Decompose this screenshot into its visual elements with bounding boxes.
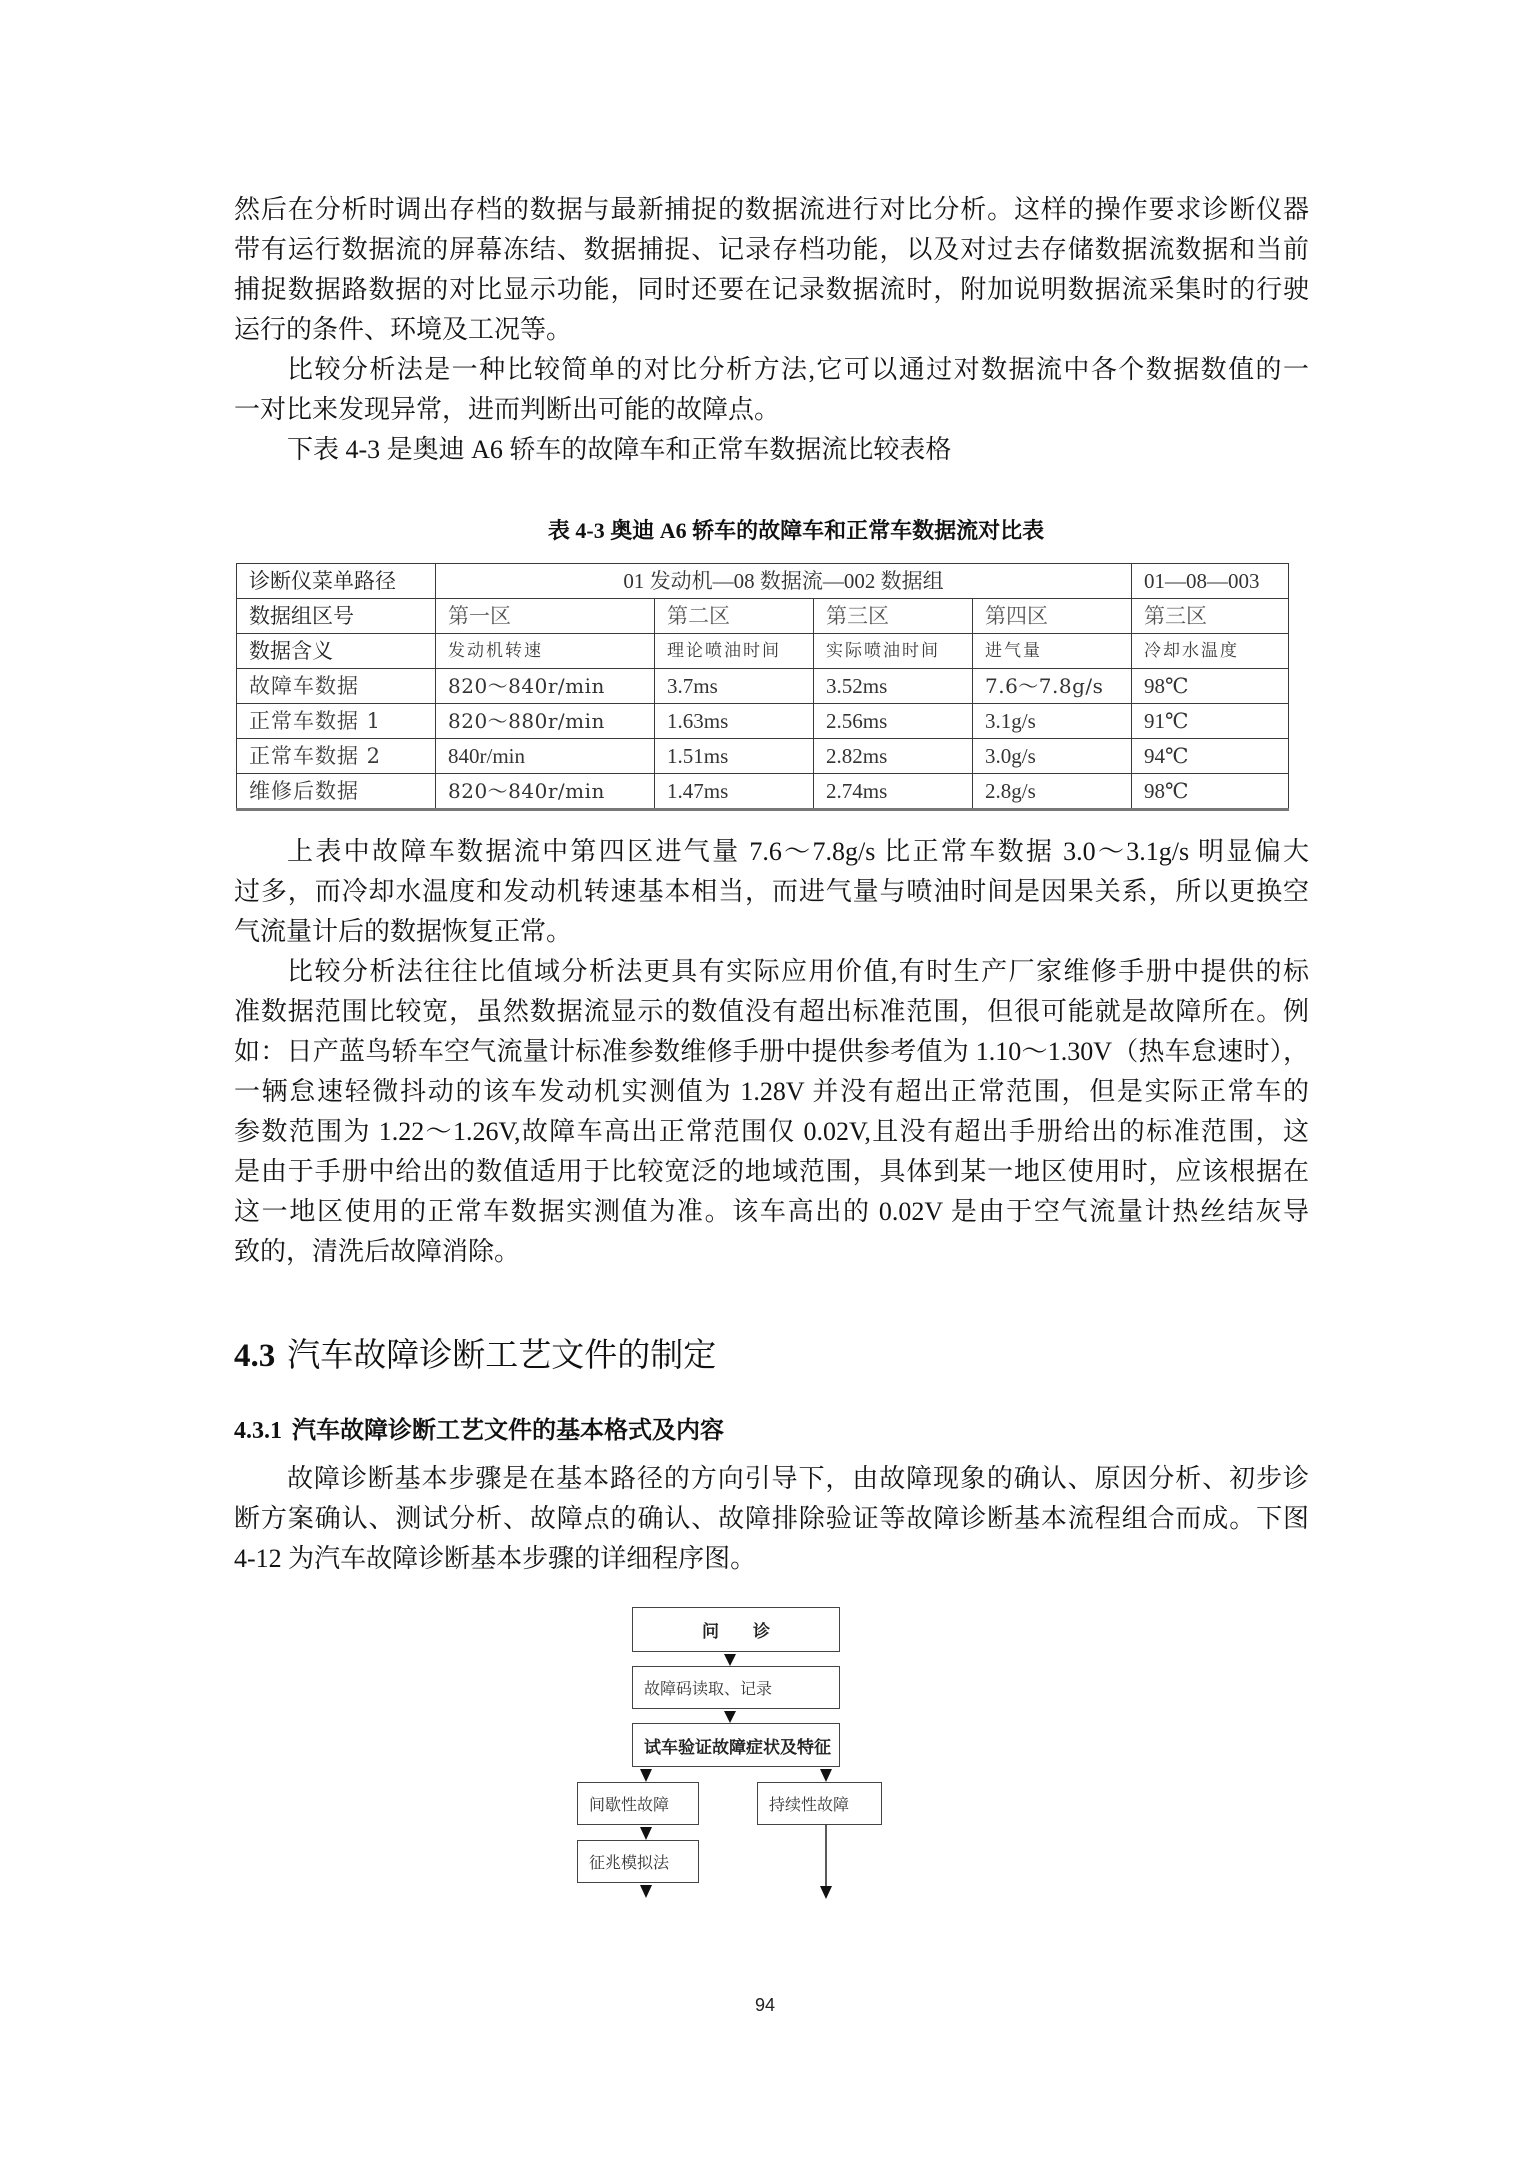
table-row: [237, 599, 1289, 634]
page-number: 94: [754, 1995, 776, 2015]
table-cell: 3.0g/s: [973, 739, 1132, 774]
body-text-line: 运行的条件、环境及工况等。: [234, 315, 573, 344]
table-cell: 冷却水温度: [1132, 634, 1289, 669]
table-cell: 第三区: [1132, 599, 1289, 634]
body-text-line: 一对比来发现异常，进而判断出可能的故障点。: [234, 395, 781, 424]
body-text-line: 是由于手册中给出的数值适用于比较宽泛的地域范围，具体到某一地区使用时，应该根据在: [234, 1157, 1309, 1186]
table-cell: 3.52ms: [814, 669, 973, 704]
table-caption: 表 4-3 奥迪 A6 轿车的故障车和正常车数据流对比表: [547, 518, 1045, 543]
table-cell: 第三区: [814, 599, 973, 634]
section-title: 汽车故障诊断工艺文件的制定: [287, 1338, 717, 1374]
table-cell: 98℃: [1132, 669, 1289, 704]
table-cell: 进气量: [973, 634, 1132, 669]
table-cell: 98℃: [1132, 774, 1289, 810]
table-row-menu-path: [237, 564, 1289, 599]
body-text-line: 故障诊断基本步骤是在基本路径的方向引导下，由故障现象的确认、原因分析、初步诊: [287, 1464, 1309, 1493]
table-cell: 94℃: [1132, 739, 1289, 774]
flow-node-label: 试车验证故障症状及特征: [644, 1737, 831, 1757]
arrow-down-icon: [820, 1769, 832, 1782]
row-label: 数据组区号: [237, 599, 436, 634]
table-cell: 2.8g/s: [973, 774, 1132, 810]
body-text-line: 如：日产蓝鸟轿车空气流量计标准参数维修手册中提供参考值为 1.10～1.30V（热车怠速时），: [234, 1037, 1309, 1066]
table-cell: 3.1g/s: [973, 704, 1132, 739]
row-label: 诊断仪菜单路径: [237, 564, 436, 599]
row-label: 正常车数据 1: [237, 704, 436, 739]
body-text-line: 这一地区使用的正常车数据实测值为准。该车高出的 0.02V 是由于空气流量计热丝结灰导: [234, 1197, 1309, 1226]
flow-node-label: 间歇性故障: [589, 1797, 670, 1814]
table-cell: 7.6～7.8g/s: [973, 669, 1132, 704]
table-cell: 第四区: [973, 599, 1132, 634]
body-text-line: 致的，清洗后故障消除。: [234, 1237, 521, 1266]
arrow-down-icon: [820, 1886, 832, 1899]
body-text-line: 然后在分析时调出存档的数据与最新捕捉的数据流进行对比分析。这样的操作要求诊断仪器: [234, 195, 1309, 224]
data-stream-comparison-table: [236, 563, 1289, 811]
table-cell: 3.7ms: [655, 669, 814, 704]
table-cell: 第二区: [655, 599, 814, 634]
body-text-line: 比较分析法往往比值域分析法更具有实际应用价值,有时生产厂家维修手册中提供的标: [287, 957, 1309, 986]
flowchart-arrows: [560, 1600, 900, 1920]
flow-node-label: 征兆模拟法: [589, 1855, 670, 1872]
body-text-line: 过多，而冷却水温度和发动机转速基本相当，而进气量与喷油时间是因果关系，所以更换空: [234, 877, 1309, 906]
section-heading: [234, 1336, 716, 1376]
flow-node-label: 持续性故障: [769, 1797, 850, 1814]
body-text-line: 带有运行数据流的屏幕冻结、数据捕捉、记录存档功能，以及对过去存储数据流数据和当前: [234, 235, 1309, 264]
subsection-number: 4.3.1: [234, 1418, 282, 1444]
body-text-line: 下表 4-3 是奥迪 A6 轿车的故障车和正常车数据流比较表格: [287, 435, 952, 464]
table-cell: 理论喷油时间: [655, 634, 814, 669]
body-text-line: 上表中故障车数据流中第四区进气量 7.6～7.8g/s 比正常车数据 3.0～3.1g/s 明显偏大: [287, 837, 1309, 866]
arrow-down-icon: [724, 1654, 736, 1666]
table-cell: 1.63ms: [655, 704, 814, 739]
body-text-line: 断方案确认、测试分析、故障点的确认、故障排除验证等故障诊断基本流程组合而成。下图: [234, 1504, 1309, 1533]
table-cell: 1.47ms: [655, 774, 814, 810]
table-cell: 2.82ms: [814, 739, 973, 774]
table-cell: 820～840r/min: [436, 669, 655, 704]
section-number: 4.3: [234, 1338, 276, 1374]
table-cell: 820～840r/min: [436, 774, 655, 810]
table-cell: 2.56ms: [814, 704, 973, 739]
arrow-down-icon: [640, 1885, 652, 1898]
body-text-line: 准数据范围比较宽，虽然数据流显示的数值没有超出标准范围，但很可能就是故障所在。例: [234, 997, 1309, 1026]
table-cell: 91℃: [1132, 704, 1289, 739]
row-label: 数据含义: [237, 634, 436, 669]
row-label: 故障车数据: [237, 669, 436, 704]
body-text-line: 参数范围为 1.22～1.26V,故障车高出正常范围仅 0.02V,且没有超出手册给出的标准范围，这: [234, 1117, 1309, 1146]
row-label: 正常车数据 2: [237, 739, 436, 774]
table-cell: 第一区: [436, 599, 655, 634]
subsection-heading: [234, 1416, 724, 1446]
body-text-line: 捕捉数据路数据的对比显示功能，同时还要在记录数据流时，附加说明数据流采集时的行驶: [234, 275, 1309, 304]
flow-node-label: 故障码读取、记录: [644, 1681, 773, 1698]
menu-path-alt-cell: 01—08—003: [1132, 564, 1289, 599]
body-text-line: 4-12 为汽车故障诊断基本步骤的详细程序图。: [234, 1544, 757, 1573]
row-label: 维修后数据: [237, 774, 436, 810]
table-cell: 发动机转速: [436, 634, 655, 669]
table-cell: 820～880r/min: [436, 704, 655, 739]
body-text-line: 气流量计后的数据恢复正常。: [234, 917, 573, 946]
subsection-title: 汽车故障诊断工艺文件的基本格式及内容: [292, 1418, 724, 1444]
body-text-line: 比较分析法是一种比较简单的对比分析方法,它可以通过对数据流中各个数据数值的一: [287, 355, 1309, 384]
table-cell: 1.51ms: [655, 739, 814, 774]
body-text-line: 一辆怠速轻微抖动的该车发动机实测值为 1.28V 并没有超出正常范围，但是实际正常车的: [234, 1077, 1309, 1106]
table-row: [237, 704, 1289, 739]
arrow-down-icon: [640, 1769, 652, 1782]
table-cell: 2.74ms: [814, 774, 973, 810]
flow-node-label: 问 诊: [702, 1622, 770, 1641]
arrow-down-icon: [640, 1827, 652, 1840]
arrow-down-icon: [724, 1711, 736, 1723]
table-row: [237, 774, 1289, 810]
menu-path-main-cell: 01 发动机—08 数据流—002 数据组: [436, 564, 1132, 599]
table-row: [237, 669, 1289, 704]
table-row: [237, 739, 1289, 774]
table-cell: 实际喷油时间: [814, 634, 973, 669]
table-row: [237, 634, 1289, 669]
table-cell: 840r/min: [436, 739, 655, 774]
